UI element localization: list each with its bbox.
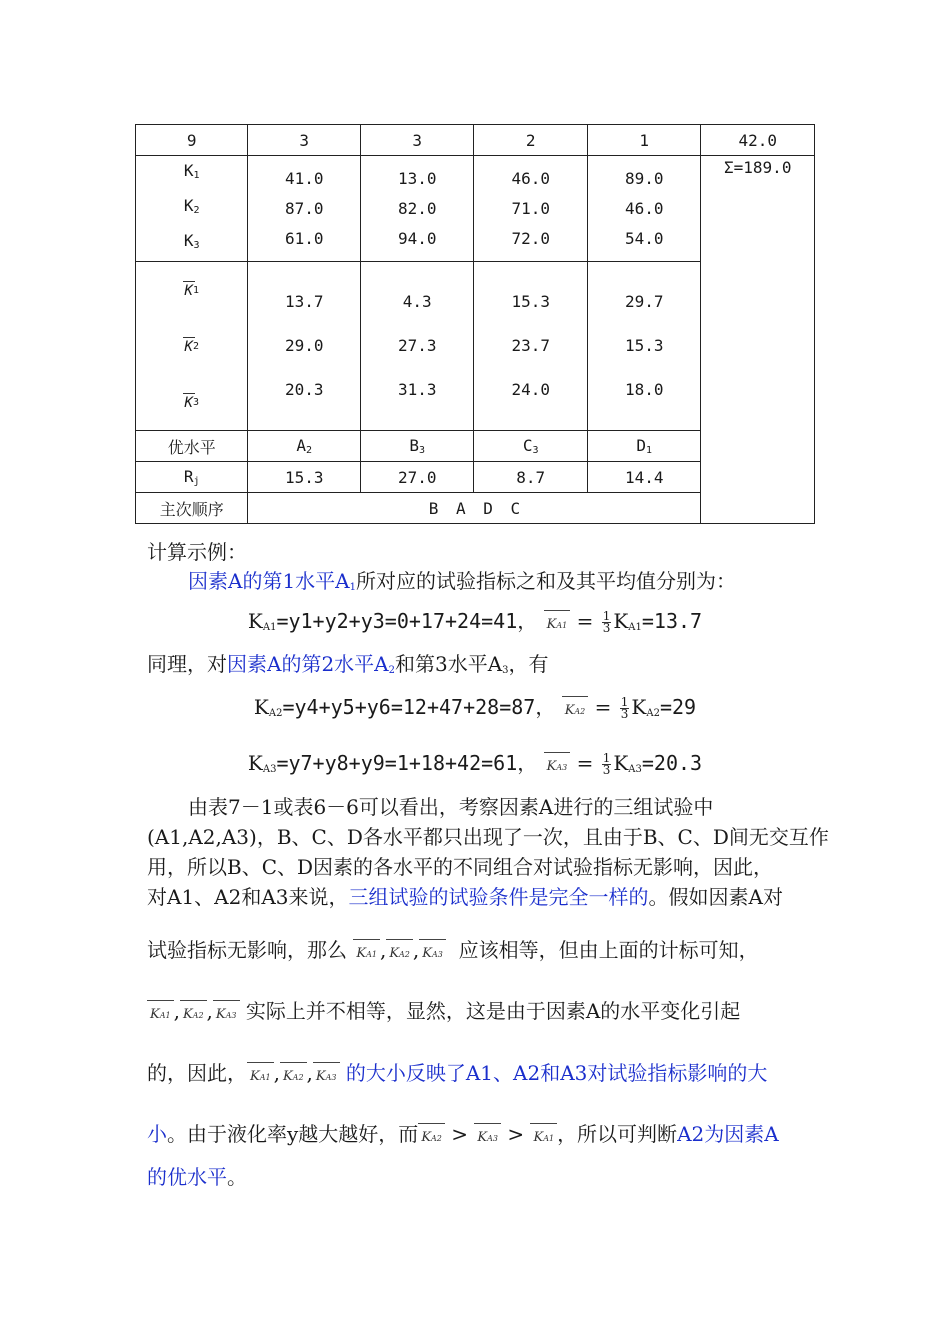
optimal-d: $D_1$ [587,431,701,462]
kbar-values-b: 4.3 27.3 31.3 [360,262,474,431]
sum-cell: Σ=189.0 [701,156,815,524]
table-cell: 2 [474,125,588,156]
paragraph-line: (A1,A2,A3)，B、C、D各水平都只出现了一次，且由于B、C、D间无交互作 [147,825,829,849]
table-cell: 42.0 [701,125,815,156]
order-label: 主次顺序 [136,493,248,524]
kbar-values-d: 29.7 15.3 18.0 [587,262,701,431]
paragraph-line: 的，因此， KA1 , KA2 , KA3 的大小反映了A1、A2和A3对试验指标影响的大 [147,1059,767,1092]
section-heading: 计算示例： [147,540,247,564]
equation-ka1: $K_{A1}=y1+y2+y3=0+17+24=41$， KA1 = $\frac{1}{3}$ $K_{A1}=13.7$ [0,607,950,642]
optimal-level-label: 优水平 [136,431,248,462]
paragraph-line: 的优水平。 [147,1165,247,1189]
table-row [136,125,815,156]
k-labels-cell: $K_1$ $K_2$ $K_3$ [136,156,248,262]
optimal-c: $C_3$ [474,431,588,462]
paragraph-line: 由表7－1或表6－6可以看出，考察因素A进行的三组试验中 [188,795,714,819]
table-cell: 3 [248,125,360,156]
k-values-c: 46.0 71.0 72.0 [474,156,588,262]
optimal-a: $A_2$ [248,431,360,462]
table-cell: 8.7 [474,462,588,493]
paragraph-line: 试验指标无影响，那么 KA1 , KA2 , KA3 应该相等，但由上面的计标可知， [147,936,759,969]
kbar-values-a: 13.7 29.0 20.3 [248,262,360,431]
kbar-values-c: 15.3 23.7 24.0 [474,262,588,431]
range-label: $R_j$ [136,462,248,493]
kbar-labels-cell: K 1 K 2 K 3 [136,262,248,431]
optimal-b: $B_3$ [360,431,474,462]
paragraph-line: 对A1、A2和A3来说，三组试验的试验条件是完全一样的。假如因素A对 [147,885,783,909]
table-cell: 9 [136,125,248,156]
table-cell: 27.0 [360,462,474,493]
paragraph-line: 小。由于液化率y越大越好，而 KA2 > KA3 > KA1 ，所以可判断A2为因素A [147,1120,779,1153]
table-cell: 14.4 [587,462,701,493]
order-value: B A D C [248,493,701,524]
k-values-d: 89.0 46.0 54.0 [587,156,701,262]
k-values-b: 13.0 82.0 94.0 [360,156,474,262]
paragraph-line: 因素A的第1水平$A_1$所对应的试验指标之和及其平均值分别为： [188,569,736,593]
orthogonal-results-table [135,124,815,524]
table-row [136,156,815,262]
equation-ka2: $K_{A2}=y4+y5+y6=12+47+28=87$， KA2 = $\frac{1}{3}$ $K_{A2}=29$ [0,693,950,728]
paragraph-line: 同理，对因素A的第2水平$A_2$和第3水平$A_3$，有 [147,652,549,676]
table-cell: 1 [587,125,701,156]
table-cell: 3 [360,125,474,156]
k-values-a: 41.0 87.0 61.0 [248,156,360,262]
paragraph-line: KA1 , KA2 , KA3 实际上并不相等，显然，这是由于因素A的水平变化引起 [147,997,740,1030]
equation-ka3: $K_{A3}=y7+y8+y9=1+18+42=61$， KA3 = $\frac{1}{3}$ $K_{A3}=20.3$ [0,749,950,784]
table-cell: 15.3 [248,462,360,493]
paragraph-line: 用，所以B、C、D因素的各水平的不同组合对试验指标无影响，因此， [147,855,774,879]
